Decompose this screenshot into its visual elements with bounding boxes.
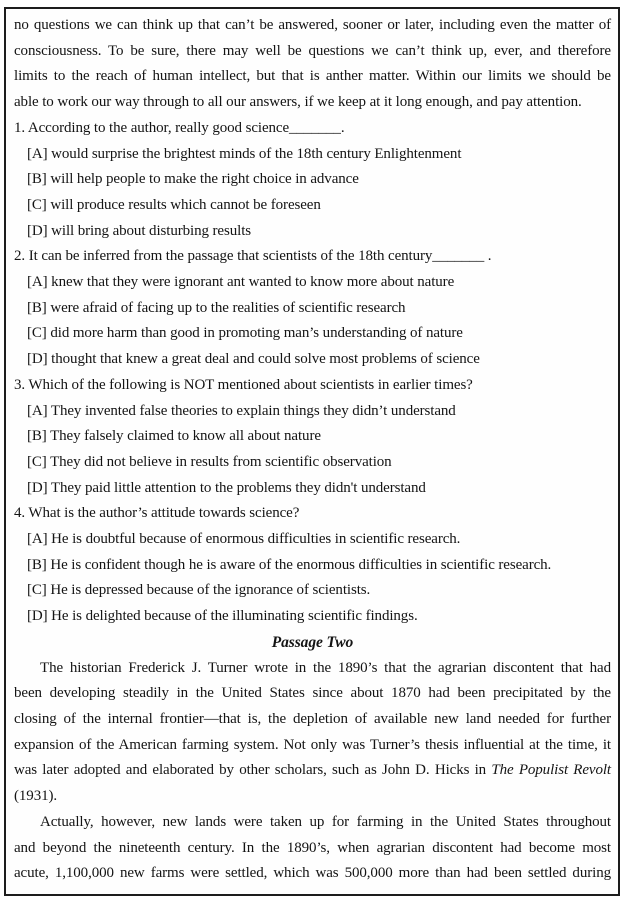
passage-two-heading: Passage Two	[271, 633, 354, 651]
question-4-option-c: [C] He is depressed because of the ignorance of scientists.	[27, 582, 371, 599]
question-3	[14, 373, 611, 502]
paragraph-line: (1931).	[14, 788, 58, 805]
question-1-option-a: [A] would surprise the brightest minds of the 18th century Enlightenment	[27, 145, 462, 162]
book-title: The Populist Revolt	[491, 762, 611, 779]
paragraph-line	[14, 758, 611, 784]
question-2-option-b: [B] were afraid of facing up to the realities of scientific research	[27, 299, 406, 316]
question-3-stem: 3. Which of the following is NOT mentioned about scientists in earlier times?	[14, 376, 473, 393]
question-2-option-d: [D] thought that knew a great deal and could solve most problems of science	[27, 351, 480, 368]
paragraph-line: closing of the internal frontier—that is, the depletion of available new land needed for further	[14, 710, 611, 727]
paragraph-text: was later adopted and elaborated by other scholars, such as John D. Hicks in	[14, 762, 492, 779]
question-3-option-d: [D] They paid little attention to the problems they didn't understand	[27, 479, 426, 496]
paragraph-line: been developing steadily in the United States since about 1870 had been precipitated by the	[14, 685, 611, 702]
scanned-exam-page	[4, 7, 620, 896]
paragraph-line: Actually, however, new lands were taken up for farming in the United States throughout	[40, 813, 611, 830]
question-2-option-a: [A] knew that they were ignorant ant wanted to know more about nature	[27, 274, 455, 291]
question-3-option-a: [A] They invented false theories to explain things they didn’t understand	[27, 402, 456, 419]
question-1-option-d: [D] will bring about disturbing results	[27, 222, 251, 239]
question-4-option-b: [B] He is confident though he is aware of the enormous difficulties in scientific research.	[27, 556, 552, 573]
question-3-option-b: [B] They falsely claimed to know all about nature	[27, 428, 321, 445]
intro-paragraph	[14, 13, 611, 116]
paragraph-line: able to work our way through to all our answers, if we keep at it long enough, and pay attention.	[14, 94, 582, 111]
question-4	[14, 501, 611, 630]
paragraph-line: and beyond the nineteenth century. In the 1890’s, when agrarian discontent had become most	[14, 839, 611, 856]
question-3-option-c: [C] They did not believe in results from scientific observation	[27, 453, 392, 470]
question-2	[14, 244, 611, 373]
paragraph-line: no questions we can think up that can’t be answered, sooner or later, including even the matter of	[14, 17, 611, 33]
passage-two-paragraph-2	[14, 810, 611, 887]
question-4-stem: 4. What is the author’s attitude towards science?	[14, 505, 300, 522]
passage-two-paragraph-1	[14, 656, 611, 810]
question-1-option-b: [B] will help people to make the right choice in advance	[27, 171, 359, 188]
question-2-option-c: [C] did more harm than good in promoting man’s understanding of nature	[27, 325, 463, 342]
question-1-option-c: [C] will produce results which cannot be foreseen	[27, 196, 321, 213]
question-4-option-d: [D] He is delighted because of the illuminating scientific findings.	[27, 608, 418, 625]
paragraph-line: expansion of the American farming system. Not only was Turner’s thesis influential at the time, it	[14, 736, 611, 753]
paragraph-line: consciousness. To be sure, there may well be questions we can’t think up, ever, and therefore	[14, 42, 611, 59]
paragraph-line: limits to the reach of human intellect, but that is anther matter. Within our limits we should be	[14, 68, 611, 85]
question-4-option-a: [A] He is doubtful because of enormous difficulties in scientific research.	[27, 531, 461, 548]
paragraph-line: acute, 1,100,000 new farms were settled, which was 500,000 more than had been settled during	[14, 865, 611, 882]
question-1	[14, 116, 611, 245]
paragraph-line: The historian Frederick J. Turner wrote in the 1890’s that the agrarian discontent that had	[40, 659, 611, 676]
question-2-stem: 2. It can be inferred from the passage that scientists of the 18th century_______ .	[14, 248, 492, 265]
question-1-stem: 1. According to the author, really good science_______.	[14, 119, 345, 136]
